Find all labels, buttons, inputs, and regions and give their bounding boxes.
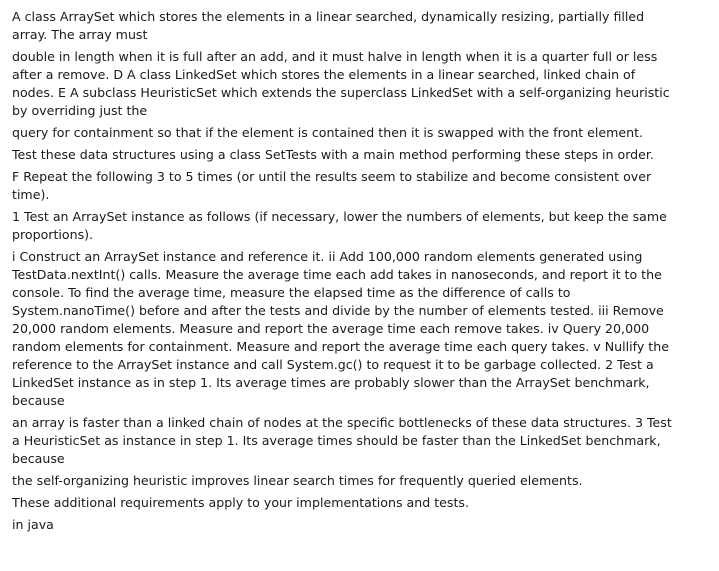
paragraph-additional-requirements: These additional requirements apply to your implementations and tests. bbox=[12, 495, 469, 510]
paragraph-resize-and-classes: double in length when it is full after an add, and it must halve in length when it is a quarter full or less after a remove. D A class LinkedSet which stores the elements in a linear searched, linked chain of nodes. E A subclass HeuristicSet which extends the superclass LinkedSet with a self-organizing heuristic by overriding just the bbox=[12, 49, 670, 118]
paragraph-arrayset-intro: A class ArraySet which stores the elements in a linear searched, dynamically resizing, partially filled array. The array must bbox=[12, 9, 645, 42]
paragraph-step-1: 1 Test an ArraySet instance as follows (if necessary, lower the numbers of elements, but keep the same proportions). bbox=[12, 209, 667, 242]
paragraph-step-3: an array is faster than a linked chain of nodes at the specific bottlenecks of these data structures. 3 Test a HeuristicSet as instance in step 1. Its average times should be faster than the LinkedSet benchmark, because bbox=[12, 415, 672, 466]
paragraph-substeps: i Construct an ArraySet instance and reference it. ii Add 100,000 random elements generated using TestData.nextInt() calls. Measure the average time each add takes in nanoseconds, and report it to the console. To find the average time, measure the elapsed time as the difference of calls to System.nanoTime() before and after the tests and divide by the number of elements tested. iii Remove 20,000 random elements. Measure and report the average time each remove takes. iv Query 20,000 random elements for containment. Measure and report the average time each query takes. v Nullify the reference to the ArraySet instance and call System.gc() to request it to be garbage collected. 2 Test a LinkedSet instance as in step 1. Its average times are probably slower than the ArraySet benchmark, because bbox=[12, 249, 669, 408]
paragraph-settests: Test these data structures using a class SetTests with a main method performing these steps in order. bbox=[12, 147, 654, 162]
paragraph-heuristic-reason: the self-organizing heuristic improves linear search times for frequently queried elements. bbox=[12, 473, 583, 488]
document-body bbox=[12, 8, 676, 538]
paragraph-heuristic-query: query for containment so that if the element is contained then it is swapped with the front element. bbox=[12, 125, 644, 140]
paragraph-repeat-instruction: F Repeat the following 3 to 5 times (or until the results seem to stabilize and become consistent over time). bbox=[12, 169, 652, 202]
paragraph-language: in java bbox=[12, 517, 54, 532]
